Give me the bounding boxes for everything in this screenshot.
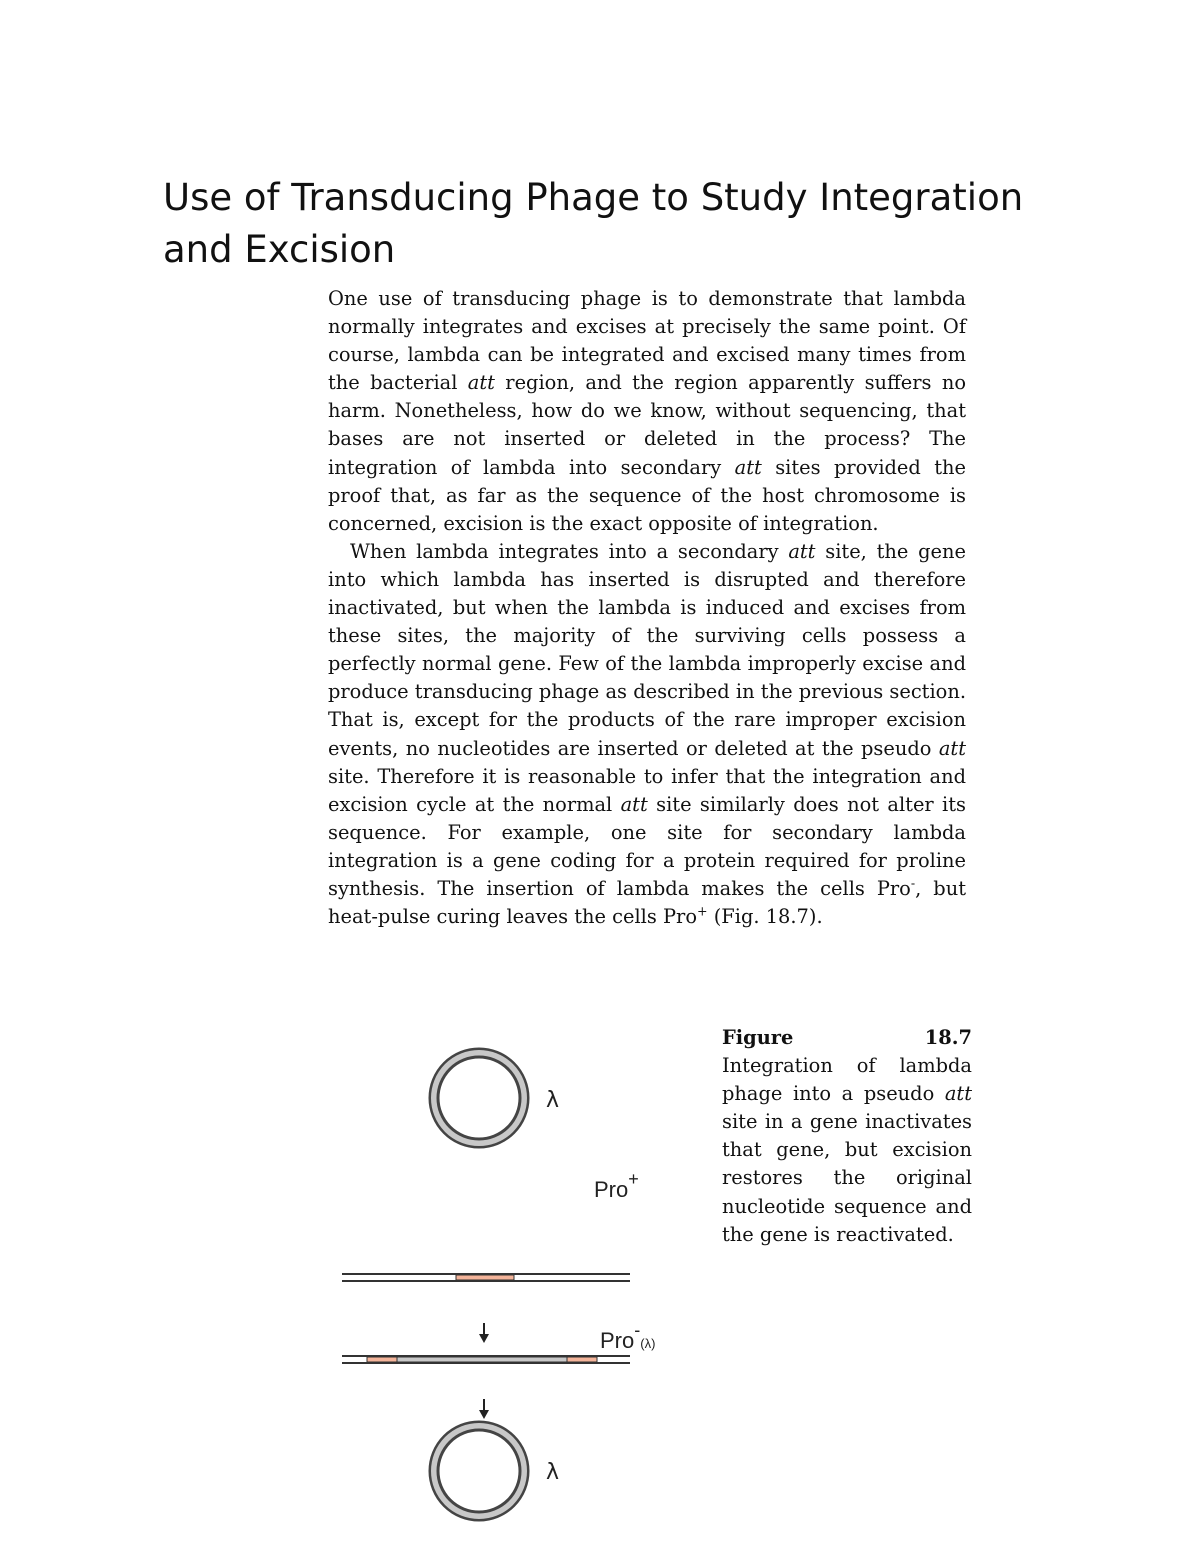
integrated-prophage-chromosome xyxy=(342,1356,630,1363)
gene-fragment-right xyxy=(567,1357,597,1362)
att-term: att xyxy=(788,539,816,563)
pro-gene xyxy=(456,1275,514,1280)
lambda-label-bottom: λ xyxy=(546,1460,560,1485)
bacterial-chromosome xyxy=(342,1274,630,1281)
section-title: Use of Transducing Phage to Study Integration and Excision xyxy=(163,176,1024,271)
body-text xyxy=(328,285,966,931)
att-term: att xyxy=(938,736,966,760)
figure-caption-text: Integration of lambda phage into a pseudo att site in a gene inactivates that gene, but excision restores the original nucleotide sequence and the gene is reactivated. xyxy=(722,1054,972,1246)
att-term: att xyxy=(944,1082,972,1106)
pro-plus-label: Pro+ xyxy=(594,1169,639,1202)
paragraph-2: When lambda integrates into a secondary att site, the gene into which lambda has inserted is disrupted and therefore inactivated, but when the lambda is induced and excises from these sites, the majority of the surviving cells possess a perfectly normal gene. Few of the lambda improperly excise and produce transducing phage as described in the previous section. That is, except for the products of the rare improper excision events, no nucleotides are inserted or deleted at the pseudo att site. Therefore it is reasonable to infer that the integration and excision cycle at the normal att site similarly does not alter its sequence. For example, one site for secondary lambda integration is a gene coding for a protein required for proline synthesis. The insertion of lambda makes the cells Pro-, but heat-pulse curing leaves the cells Pro+ (Fig. 18.7). xyxy=(328,539,966,929)
paragraph-1: One use of transducing phage is to demonstrate that lambda normally integrates and excises at precisely the same point. Of course, lambda can be integrated and excised many times from the bacterial att region, and the region apparently suffers no harm. Nonetheless, how do we know, without sequencing, that bases are not inserted or deleted in the process? The integration of lambda into secondary att sites provided the proof that, as far as the sequence of the host chromosome is concerned, excision is the exact opposite of integration. xyxy=(328,287,967,535)
pro-minus-label: Pro-$_{(\lambda)}$ xyxy=(600,1320,656,1353)
att-term: att xyxy=(467,371,495,395)
att-term: att xyxy=(620,792,648,816)
lambda-phage-circle-bottom xyxy=(430,1422,528,1520)
arrow-down-icon xyxy=(479,1399,489,1419)
superscript-plus: + xyxy=(697,903,708,919)
gene-fragment-left xyxy=(367,1357,397,1362)
figure-18-7-diagram xyxy=(330,1035,670,1535)
prophage-segment xyxy=(397,1357,567,1362)
figure-caption xyxy=(722,1024,972,1249)
arrow-down-icon xyxy=(479,1323,489,1343)
figure-caption-label: Figure 18.7 xyxy=(722,1026,972,1049)
superscript-minus: - xyxy=(910,875,916,891)
lambda-label-top: λ xyxy=(546,1088,560,1113)
att-term: att xyxy=(734,455,762,479)
lambda-phage-circle-top xyxy=(430,1049,528,1147)
